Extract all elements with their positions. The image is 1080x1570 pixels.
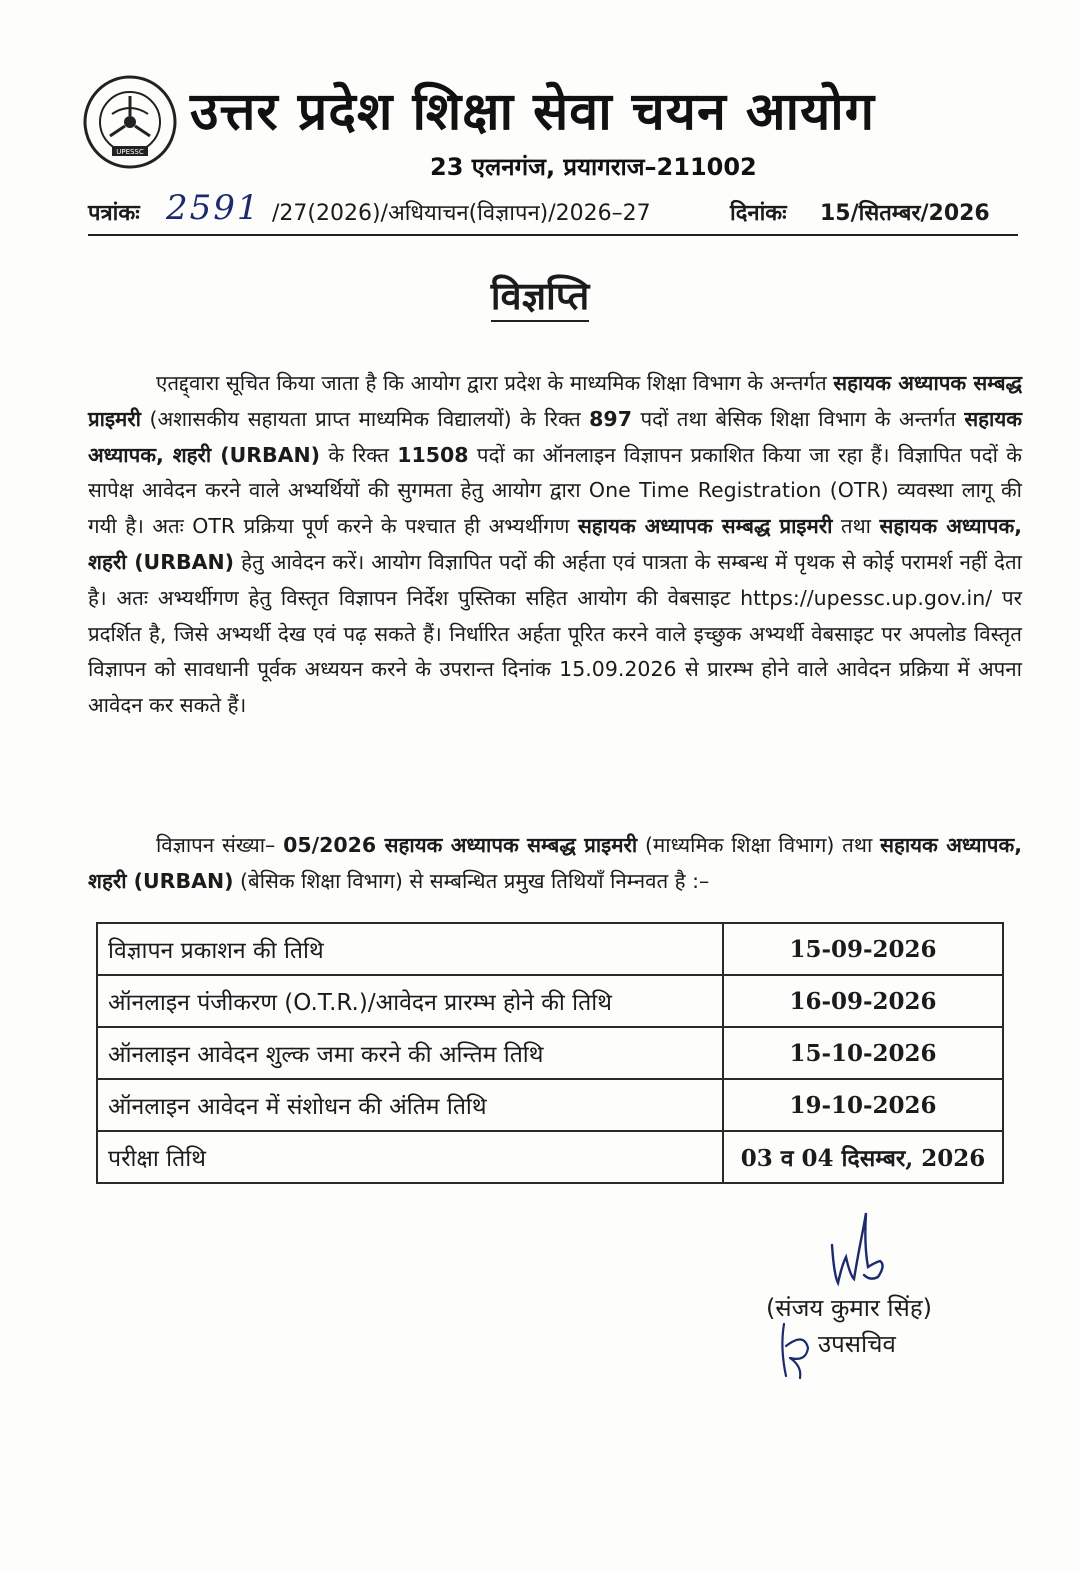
bold-text-segment: सहायक अध्यापक सम्बद्ध प्राइमरी: [88, 371, 1022, 431]
text-segment: तथा: [832, 514, 880, 539]
bold-text-segment: सहायक अध्यापक, शहरी (URBAN): [88, 406, 1022, 467]
date-value: 15-10-2026: [723, 1027, 1003, 1079]
date-label: दिनांकः: [730, 201, 787, 226]
text-segment: हेतु आवेदन करें। आयोग विज्ञापित पदों की अर्हता एवं पात्रता के सम्बन्ध में पृथक से कोई परामर्श नहीं देता है। अतः अभ्यर्थीगण हेतु विस्तृत विज्ञापन निर्देश पुस्तिका सहित आयोग की वेबसाइट https://upessc.up.gov.in/ पर प्रदर्शित है, जिसे अभ्यर्थी देख एवं पढ़ सकते हैं। निर्धारित अर्हता पूरित करने वाले इच्छुक अभ्यर्थी वेबसाइट पर अपलोड विस्तृत विज्ञापन को सावधानी पूर्वक अध्ययन करने के उपरान्त दिनांक 15.09.2026 से प्रारम्भ होने वाले आवेदन प्रक्रिया में अपना आवेदन कर सकते हैं।: [88, 549, 1022, 718]
paragraph-2-body: [88, 833, 1022, 893]
text-segment: एतद्द्वारा सूचित किया जाता है कि आयोग द्वारा प्रदेश के माध्यमिक शिक्षा विभाग के अन्तर्गत: [156, 371, 834, 395]
reference-line: [88, 188, 1028, 232]
notice-heading: [0, 270, 1080, 322]
text-segment: (अशासकीय सहायता प्राप्त माध्यमिक विद्यालयों) के रिक्त: [141, 406, 590, 431]
handwritten-initials: [770, 1318, 820, 1382]
text-segment: पदों का ऑनलाइन विज्ञापन प्रकाशित किया जा रहा हैं। विज्ञापित पदों के सापेक्ष आवेदन करने वाले अभ्यर्थियों की सुगमता हेतु आयोग द्वारा One Time Registration (OTR) व्यवस्था लागू की गयी है। अतः OTR प्रक्रिया पूर्ण करने के पश्चात ही अभ्यर्थीगण: [88, 442, 1022, 539]
table-row: [97, 923, 1003, 975]
date-event-label: ऑनलाइन पंजीकरण (O.T.R.)/आवेदन प्रारम्भ होने की तिथि: [97, 975, 723, 1027]
bold-text-segment: 05/2026 सहायक अध्यापक सम्बद्ध प्राइमरी: [283, 833, 638, 857]
date-event-label: ऑनलाइन आवेदन शुल्क जमा करने की अन्तिम तिथि: [97, 1027, 723, 1079]
upessc-logo: [82, 74, 178, 170]
header-divider: [88, 234, 1018, 236]
reference-code: /27(2026)/अधियाचन(विज्ञापन)/2026–27: [272, 201, 651, 226]
bold-text-segment: 11508: [397, 442, 469, 467]
issue-date: 15/सितम्बर/2026: [820, 201, 990, 226]
handwritten-signature: [812, 1205, 892, 1295]
date-value: 16-09-2026: [723, 975, 1003, 1027]
svg-text:UPESSC: UPESSC: [116, 148, 144, 156]
date-value: 15-09-2026: [723, 923, 1003, 975]
important-dates-table: [96, 922, 1004, 1184]
date-value: 03 व 04 दिसम्बर, 2026: [723, 1131, 1003, 1183]
bold-text-segment: सहायक अध्यापक, शहरी (URBAN): [88, 833, 1022, 893]
text-segment: पदों तथा बेसिक शिक्षा विभाग के अन्तर्गत: [631, 406, 965, 431]
table-row: [97, 1027, 1003, 1079]
bold-text-segment: सहायक अध्यापक सम्बद्ध प्राइमरी: [577, 514, 833, 539]
reference-label: पत्रांकः: [88, 201, 140, 226]
text-segment: (माध्यमिक शिक्षा विभाग) तथा: [637, 833, 881, 857]
organization-title: उत्तर प्रदेश शिक्षा सेवा चयन आयोग: [190, 82, 875, 142]
notice-heading-text: विज्ञप्ति: [491, 274, 590, 322]
organization-address: 23 एलनगंज, प्रयागराज–211002: [430, 153, 757, 181]
signatory-designation: उपसचिव: [818, 1330, 896, 1358]
notice-paragraph-2: [88, 828, 1022, 900]
paragraph-1-body: [88, 371, 1022, 717]
table-row: [97, 975, 1003, 1027]
date-event-label: ऑनलाइन आवेदन में संशोधन की अंतिम तिथि: [97, 1079, 723, 1131]
date-value: 19-10-2026: [723, 1079, 1003, 1131]
table-row: [97, 1131, 1003, 1183]
text-segment: के रिक्त: [320, 442, 398, 467]
date-event-label: परीक्षा तिथि: [97, 1131, 723, 1183]
signatory-name: (संजय कुमार सिंह): [766, 1294, 932, 1322]
reference-number-handwritten: 2591: [166, 188, 261, 228]
bold-text-segment: 897: [589, 406, 632, 431]
table-row: [97, 1079, 1003, 1131]
text-segment: विज्ञापन संख्या–: [156, 833, 284, 857]
text-segment: (बेसिक शिक्षा विभाग) से सम्बन्धित प्रमुख तिथियाँ निम्नवत है :–: [233, 868, 710, 893]
notice-paragraph-1: [88, 366, 1022, 724]
date-event-label: विज्ञापन प्रकाशन की तिथि: [97, 923, 723, 975]
bold-text-segment: सहायक अध्यापक, शहरी (URBAN): [88, 514, 1022, 574]
